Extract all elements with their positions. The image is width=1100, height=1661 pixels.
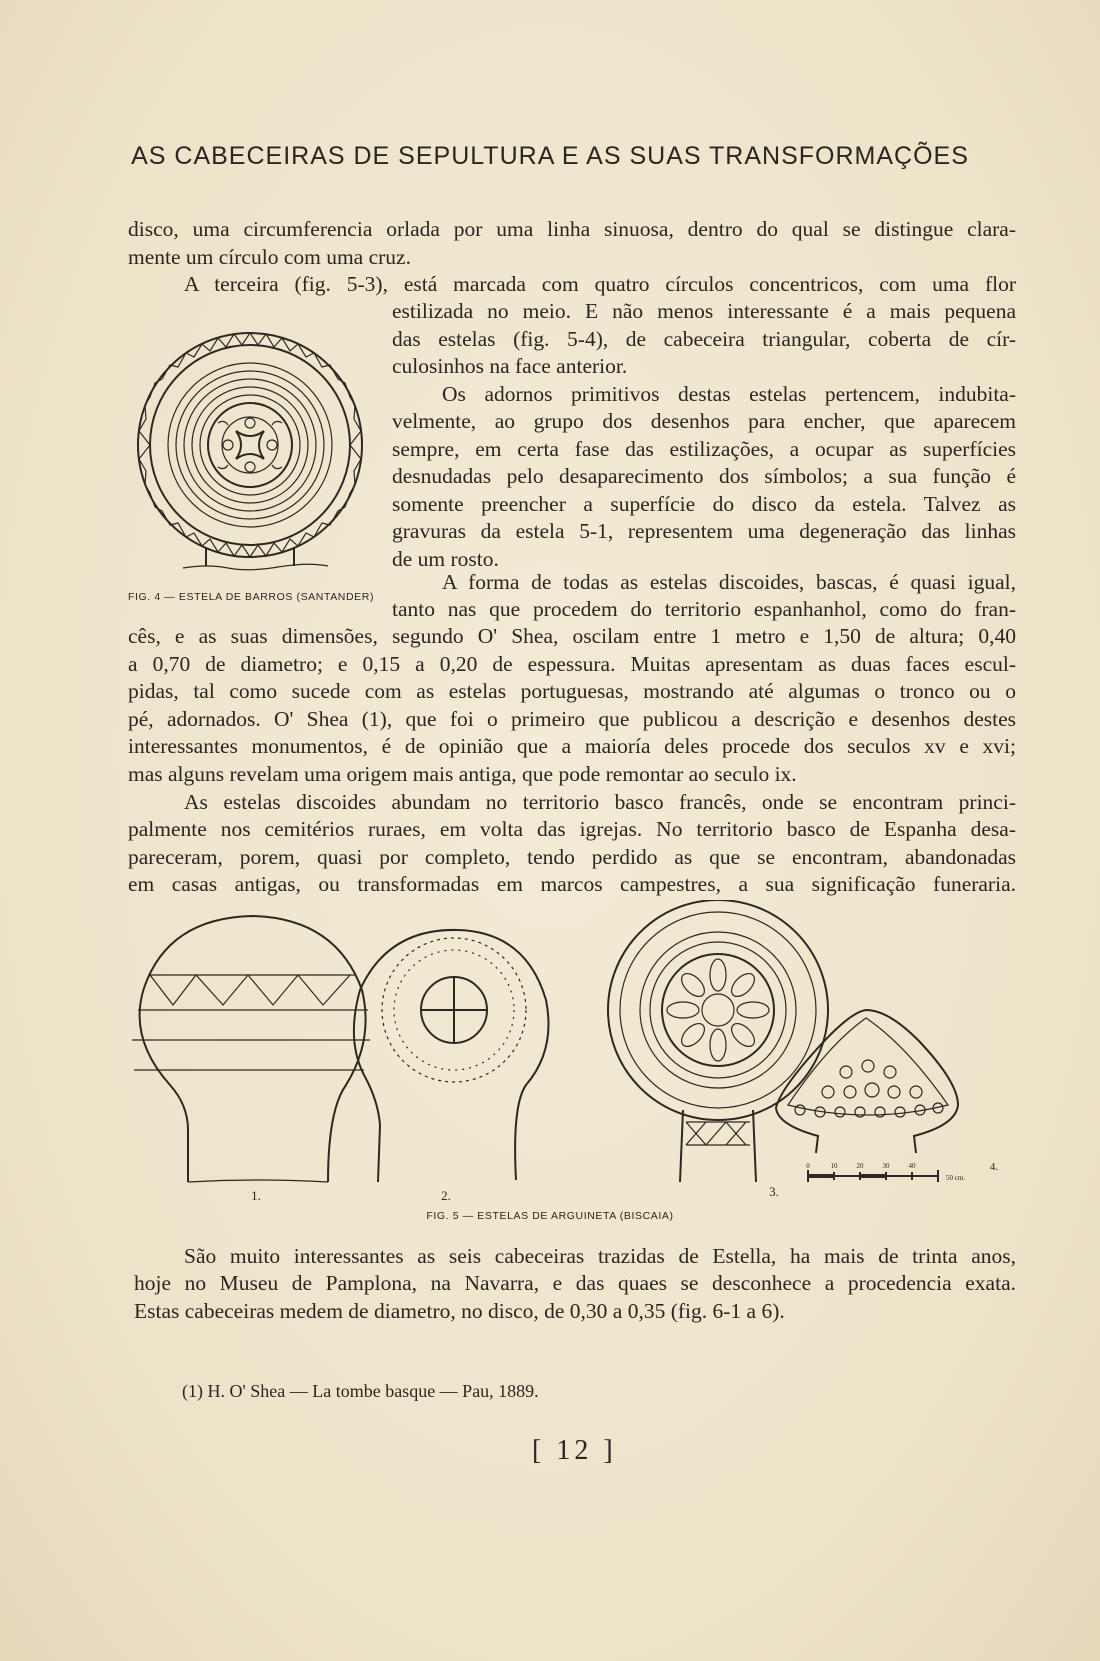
text-line: A forma de todas as estelas discoides, bascas, é quasi igual,: [442, 570, 1016, 594]
paragraph-5-first-line: [184, 789, 1016, 817]
figure-4-caption: FIG. 4 — ESTELA DE BARROS (SANTANDER): [128, 591, 375, 603]
text-line: pareceram, porem, quasi por completo, tendo perdido as que se encontram, abandonadas: [128, 844, 1016, 869]
scale-label: 10: [830, 1162, 838, 1170]
text-line: cês, e as suas dimensões, segundo O' Shea, oscilam entre 1 metro e 1,50 de altura; 0,40: [128, 624, 1016, 648]
stele-4-label: 4.: [989, 1161, 999, 1173]
paragraph-6-first-line: [184, 1243, 1016, 1271]
cross-motif: [218, 418, 282, 472]
running-head: AS CABECEIRAS DE SEPULTURA E AS SUAS TRANSFORMAÇÕES: [131, 142, 969, 170]
text-line: gravuras da estela 5-1, representem uma degeneração das linhas: [392, 519, 1016, 544]
paragraph-3-first-line: [442, 381, 1016, 409]
scale-label: 30: [882, 1162, 890, 1170]
text-line: a 0,70 de diametro; e 0,15 a 0,20 de espessura. Muitas apresentam as duas faces escul-: [128, 651, 1016, 676]
paragraph-2-first-line: [184, 271, 1016, 299]
text-line: em casas antigas, ou transformadas em marcos campestres, a sua significação funeraria.: [128, 872, 1016, 897]
text-line: culosinhos na face anterior.: [392, 354, 628, 379]
text-line: São muito interessantes as seis cabeceiras trazidas de Estella, ha mais de trinta anos,: [184, 1244, 1016, 1268]
scale-label: 40: [908, 1162, 916, 1170]
text-line: desnudadas pelo desaparecimento dos símbolos; a sua função é: [392, 464, 1016, 489]
text-line: das estelas (fig. 5-4), de cabeceira triangular, coberta de cír-: [392, 326, 1016, 351]
figure-5-caption: FIG. 5 — ESTELAS DE ARGUINETA (BISCAIA): [426, 1210, 674, 1222]
text-line: palmente nos cemitérios ruraes, em volta das igrejas. No territorio basco de Espanha desa-: [128, 817, 1016, 841]
text-line: pidas, tal como sucede com as estelas portuguesas, mostrando até algumas o tronco ou o: [128, 679, 1016, 704]
text-line: Estas cabeceiras medem de diametro, no disco, de 0,30 a 0,35 (fig. 6-1 a 6).: [134, 1298, 785, 1323]
text-line: tanto nas que procedem do territorio espanhanhol, como do fran-: [392, 597, 1016, 621]
scale-label: 0: [806, 1162, 810, 1170]
footnote: (1) H. O' Shea — La tombe basque — Pau, 1889.: [182, 1381, 539, 1401]
paragraph-6: [134, 1270, 1016, 1325]
paragraph-4-first-line: [442, 569, 1016, 597]
text-line: hoje no Museu de Pamplona, na Navarra, e das quaes se desconhece a procedencia exata.: [134, 1271, 1016, 1295]
text-line: de um rosto.: [392, 546, 499, 571]
text-line: mas alguns revelam uma origem mais antiga, que pode remontar ao seculo ix.: [128, 761, 797, 786]
stele-3-label: 3.: [769, 1184, 779, 1199]
text-line: mente um círculo com uma cruz.: [128, 244, 411, 269]
zigzag-border: [139, 333, 361, 557]
text-line: sempre, em certa fase das estilizações, a ocupar as superfícies: [392, 436, 1016, 461]
rosette-petals: [667, 959, 769, 1061]
text-line: A terceira (fig. 5-3), está marcada com quatro círculos concentricos, com uma flor: [184, 272, 1016, 296]
scale-label: 50 cm.: [946, 1174, 966, 1182]
page-number: [ 12 ]: [532, 1435, 617, 1466]
stele-1: [132, 916, 370, 1200]
text-line: As estelas discoides abundam no territorio basco francês, onde se encontram princi-: [184, 790, 1016, 814]
scale-bar: [806, 1162, 965, 1182]
text-line: velmente, ao grupo dos desenhos para encher, que aparecem: [392, 409, 1016, 433]
text-line: pé, adornados. O' Shea (1), que foi o primeiro que publicou a descrição e desenhos destes: [128, 706, 1016, 731]
text-line: somente preencher a superfície do disco da estela. Talvez as: [392, 491, 1016, 516]
stele-3: [608, 900, 828, 1199]
paragraph-3: [392, 408, 1016, 574]
stele-4: [776, 1010, 998, 1173]
stele-1-label: 1.: [251, 1188, 261, 1200]
figure-5-steles-drawing: [128, 900, 1016, 1200]
stele-2: [354, 930, 549, 1200]
text-line: estilizada no meio. E não menos interessante é a mais pequena: [392, 299, 1016, 323]
paragraph-4: [128, 623, 1016, 789]
text-line: disco, uma circumferencia orlada por uma linha sinuosa, dentro do qual se distingue clara-: [128, 217, 1016, 241]
text-line: Os adornos primitivos destas estelas pertencem, indubita-: [442, 382, 1016, 406]
paragraph-4-wrap-line: [392, 596, 1016, 624]
stele-2-label: 2.: [441, 1188, 451, 1200]
text-line: interessantes monumentos, é de opinião que a maioría deles procede dos seculos xv e xvi;: [128, 734, 1016, 759]
paragraph-2: [392, 298, 1016, 381]
paragraph-1: [128, 216, 1016, 271]
scale-label: 20: [856, 1162, 864, 1170]
figure-4-stele-drawing: [128, 320, 373, 580]
paragraph-5: [128, 816, 1016, 899]
